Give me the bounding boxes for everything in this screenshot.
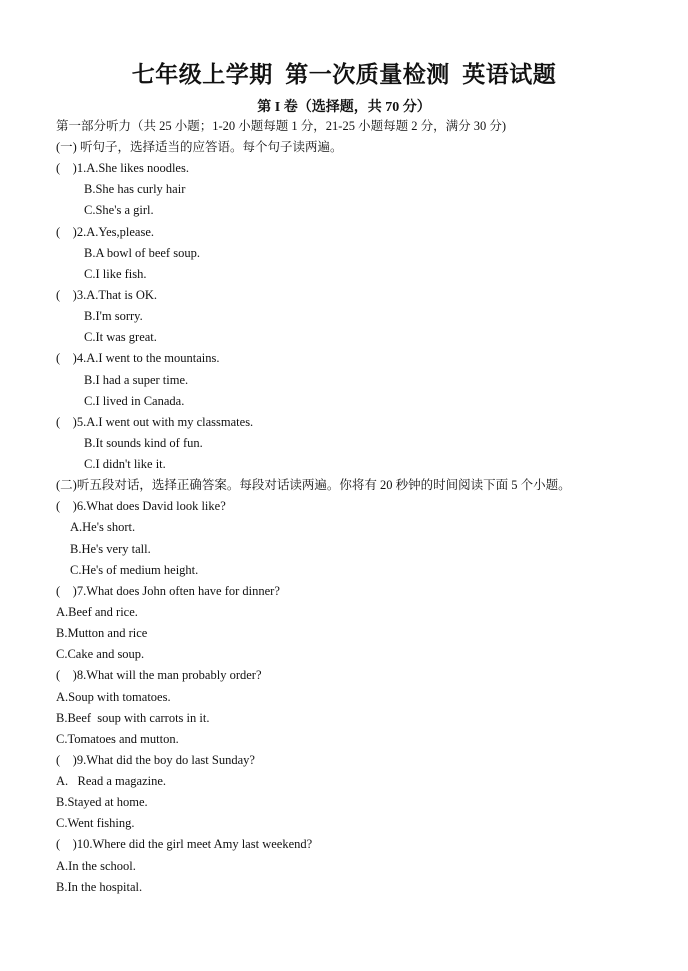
question-2-stem: ( )2.A.Yes,please. bbox=[56, 225, 155, 239]
question-10-option-b: B.In the hospital. bbox=[56, 880, 143, 894]
question-7-option-a: A.Beef and rice. bbox=[56, 605, 138, 619]
question-9-option-a: A. Read a magazine. bbox=[56, 774, 167, 788]
section1-instruction: (一) 听句子，选择适当的应答语。每个句子读两遍。 bbox=[56, 140, 343, 154]
question-9-option-b: B.Stayed at home. bbox=[56, 795, 148, 809]
question-9-option-c: C.Went fishing. bbox=[56, 816, 135, 830]
question-8-option-b: B.Beef soup with carrots in it. bbox=[56, 711, 210, 725]
question-9-stem: ( )9.What did the boy do last Sunday? bbox=[56, 753, 255, 767]
question-3-option-b: B.I'm sorry. bbox=[84, 309, 143, 323]
question-4-option-b: B.I had a super time. bbox=[84, 373, 189, 387]
question-1-option-c: C.She's a girl. bbox=[84, 203, 154, 217]
question-2-option-c: C.I like fish. bbox=[84, 267, 147, 281]
question-4-option-c: C.I lived in Canada. bbox=[84, 394, 185, 408]
page-title: 七年级上学期 第一次质量检测 英语试题 bbox=[131, 62, 557, 87]
part1-header: 第一部分听力（共 25 小题；1-20 小题每题 1 分，21-25 小题每题 2 分，满分 30 分) bbox=[56, 119, 506, 133]
question-5-option-b: B.It sounds kind of fun. bbox=[84, 436, 203, 450]
question-1-stem: ( )1.A.She likes noodles. bbox=[56, 161, 189, 175]
question-6-option-b: B.He's very tall. bbox=[70, 542, 151, 556]
question-6-option-c: C.He's of medium height. bbox=[70, 563, 199, 577]
page-subtitle: 第 I 卷（选择题，共 70 分） bbox=[257, 100, 431, 115]
question-10-stem: ( )10.Where did the girl meet Amy last weekend? bbox=[56, 837, 313, 851]
question-7-stem: ( )7.What does John often have for dinner? bbox=[56, 584, 280, 598]
question-3-stem: ( )3.A.That is OK. bbox=[56, 288, 158, 302]
question-7-option-b: B.Mutton and rice bbox=[56, 626, 148, 640]
question-8-option-c: C.Tomatoes and mutton. bbox=[56, 732, 179, 746]
question-5-stem: ( )5.A.I went out with my classmates. bbox=[56, 415, 254, 429]
question-8-stem: ( )8.What will the man probably order? bbox=[56, 668, 262, 682]
question-10-option-a: A.In the school. bbox=[56, 859, 136, 873]
question-2-option-b: B.A bowl of beef soup. bbox=[84, 246, 200, 260]
question-6-option-a: A.He's short. bbox=[70, 520, 136, 534]
question-4-stem: ( )4.A.I went to the mountains. bbox=[56, 351, 220, 365]
section2-instruction: (二)听五段对话，选择正确答案。每段对话读两遍。你将有 20 秒钟的时间阅读下面 5 个小题。 bbox=[56, 478, 571, 492]
question-7-option-c: C.Cake and soup. bbox=[56, 647, 145, 661]
question-1-option-b: B.She has curly hair bbox=[84, 182, 186, 196]
question-6-stem: ( )6.What does David look like? bbox=[56, 499, 226, 513]
question-3-option-c: C.It was great. bbox=[84, 330, 157, 344]
question-8-option-a: A.Soup with tomatoes. bbox=[56, 690, 171, 704]
question-5-option-c: C.I didn't like it. bbox=[84, 457, 166, 471]
